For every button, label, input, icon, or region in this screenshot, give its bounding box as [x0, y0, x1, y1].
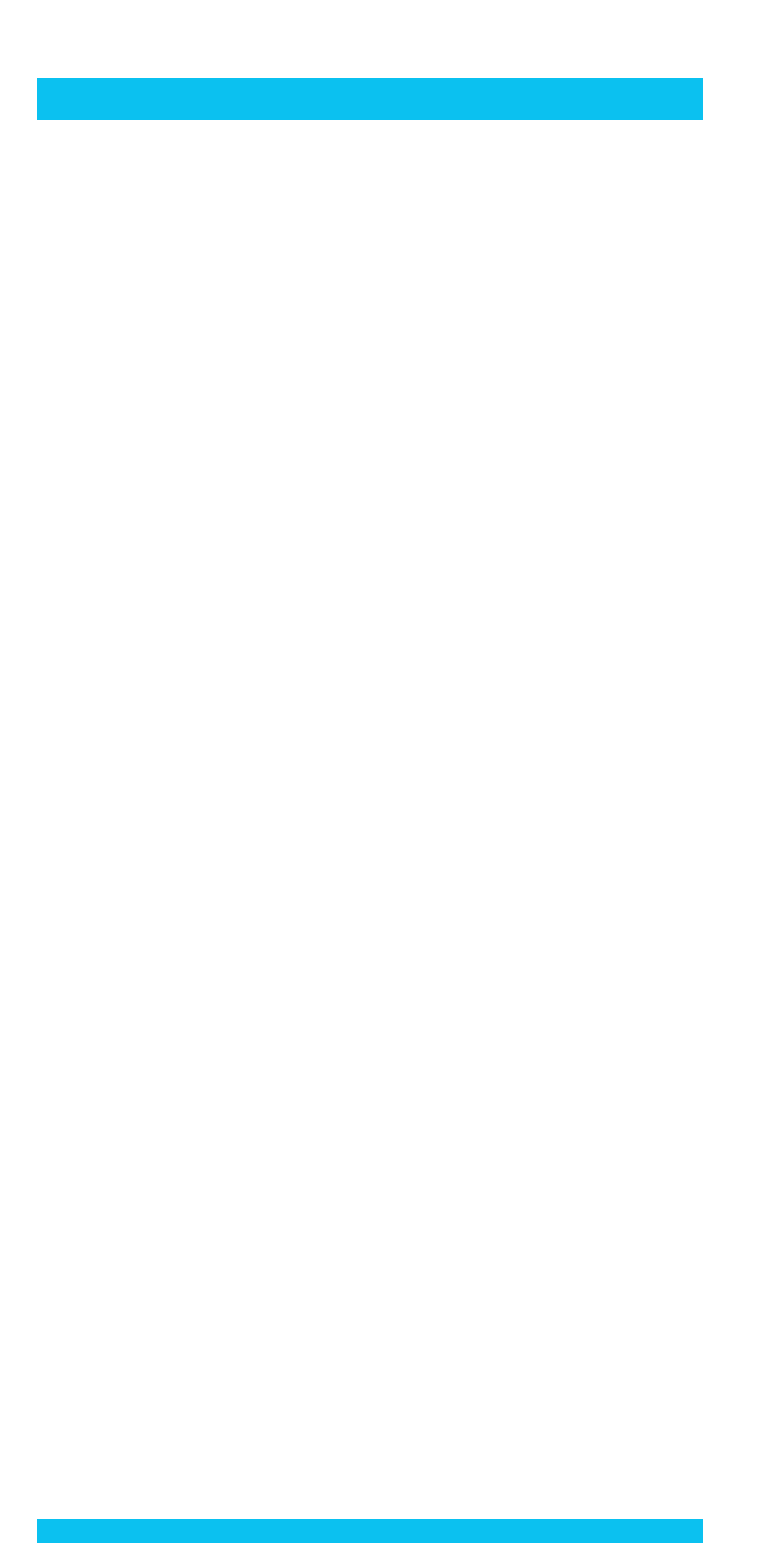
- column-header-avg-area: [326, 78, 515, 120]
- next-table-header-bar: [37, 1519, 703, 1543]
- combo-chart: [0, 1105, 760, 1485]
- s2-level-area-table: [37, 78, 703, 120]
- column-header-level: [37, 78, 137, 120]
- column-header-min-area: [137, 78, 326, 120]
- table-header-row: [37, 78, 703, 120]
- column-header-max-area: [514, 78, 703, 120]
- table-header: [37, 78, 703, 120]
